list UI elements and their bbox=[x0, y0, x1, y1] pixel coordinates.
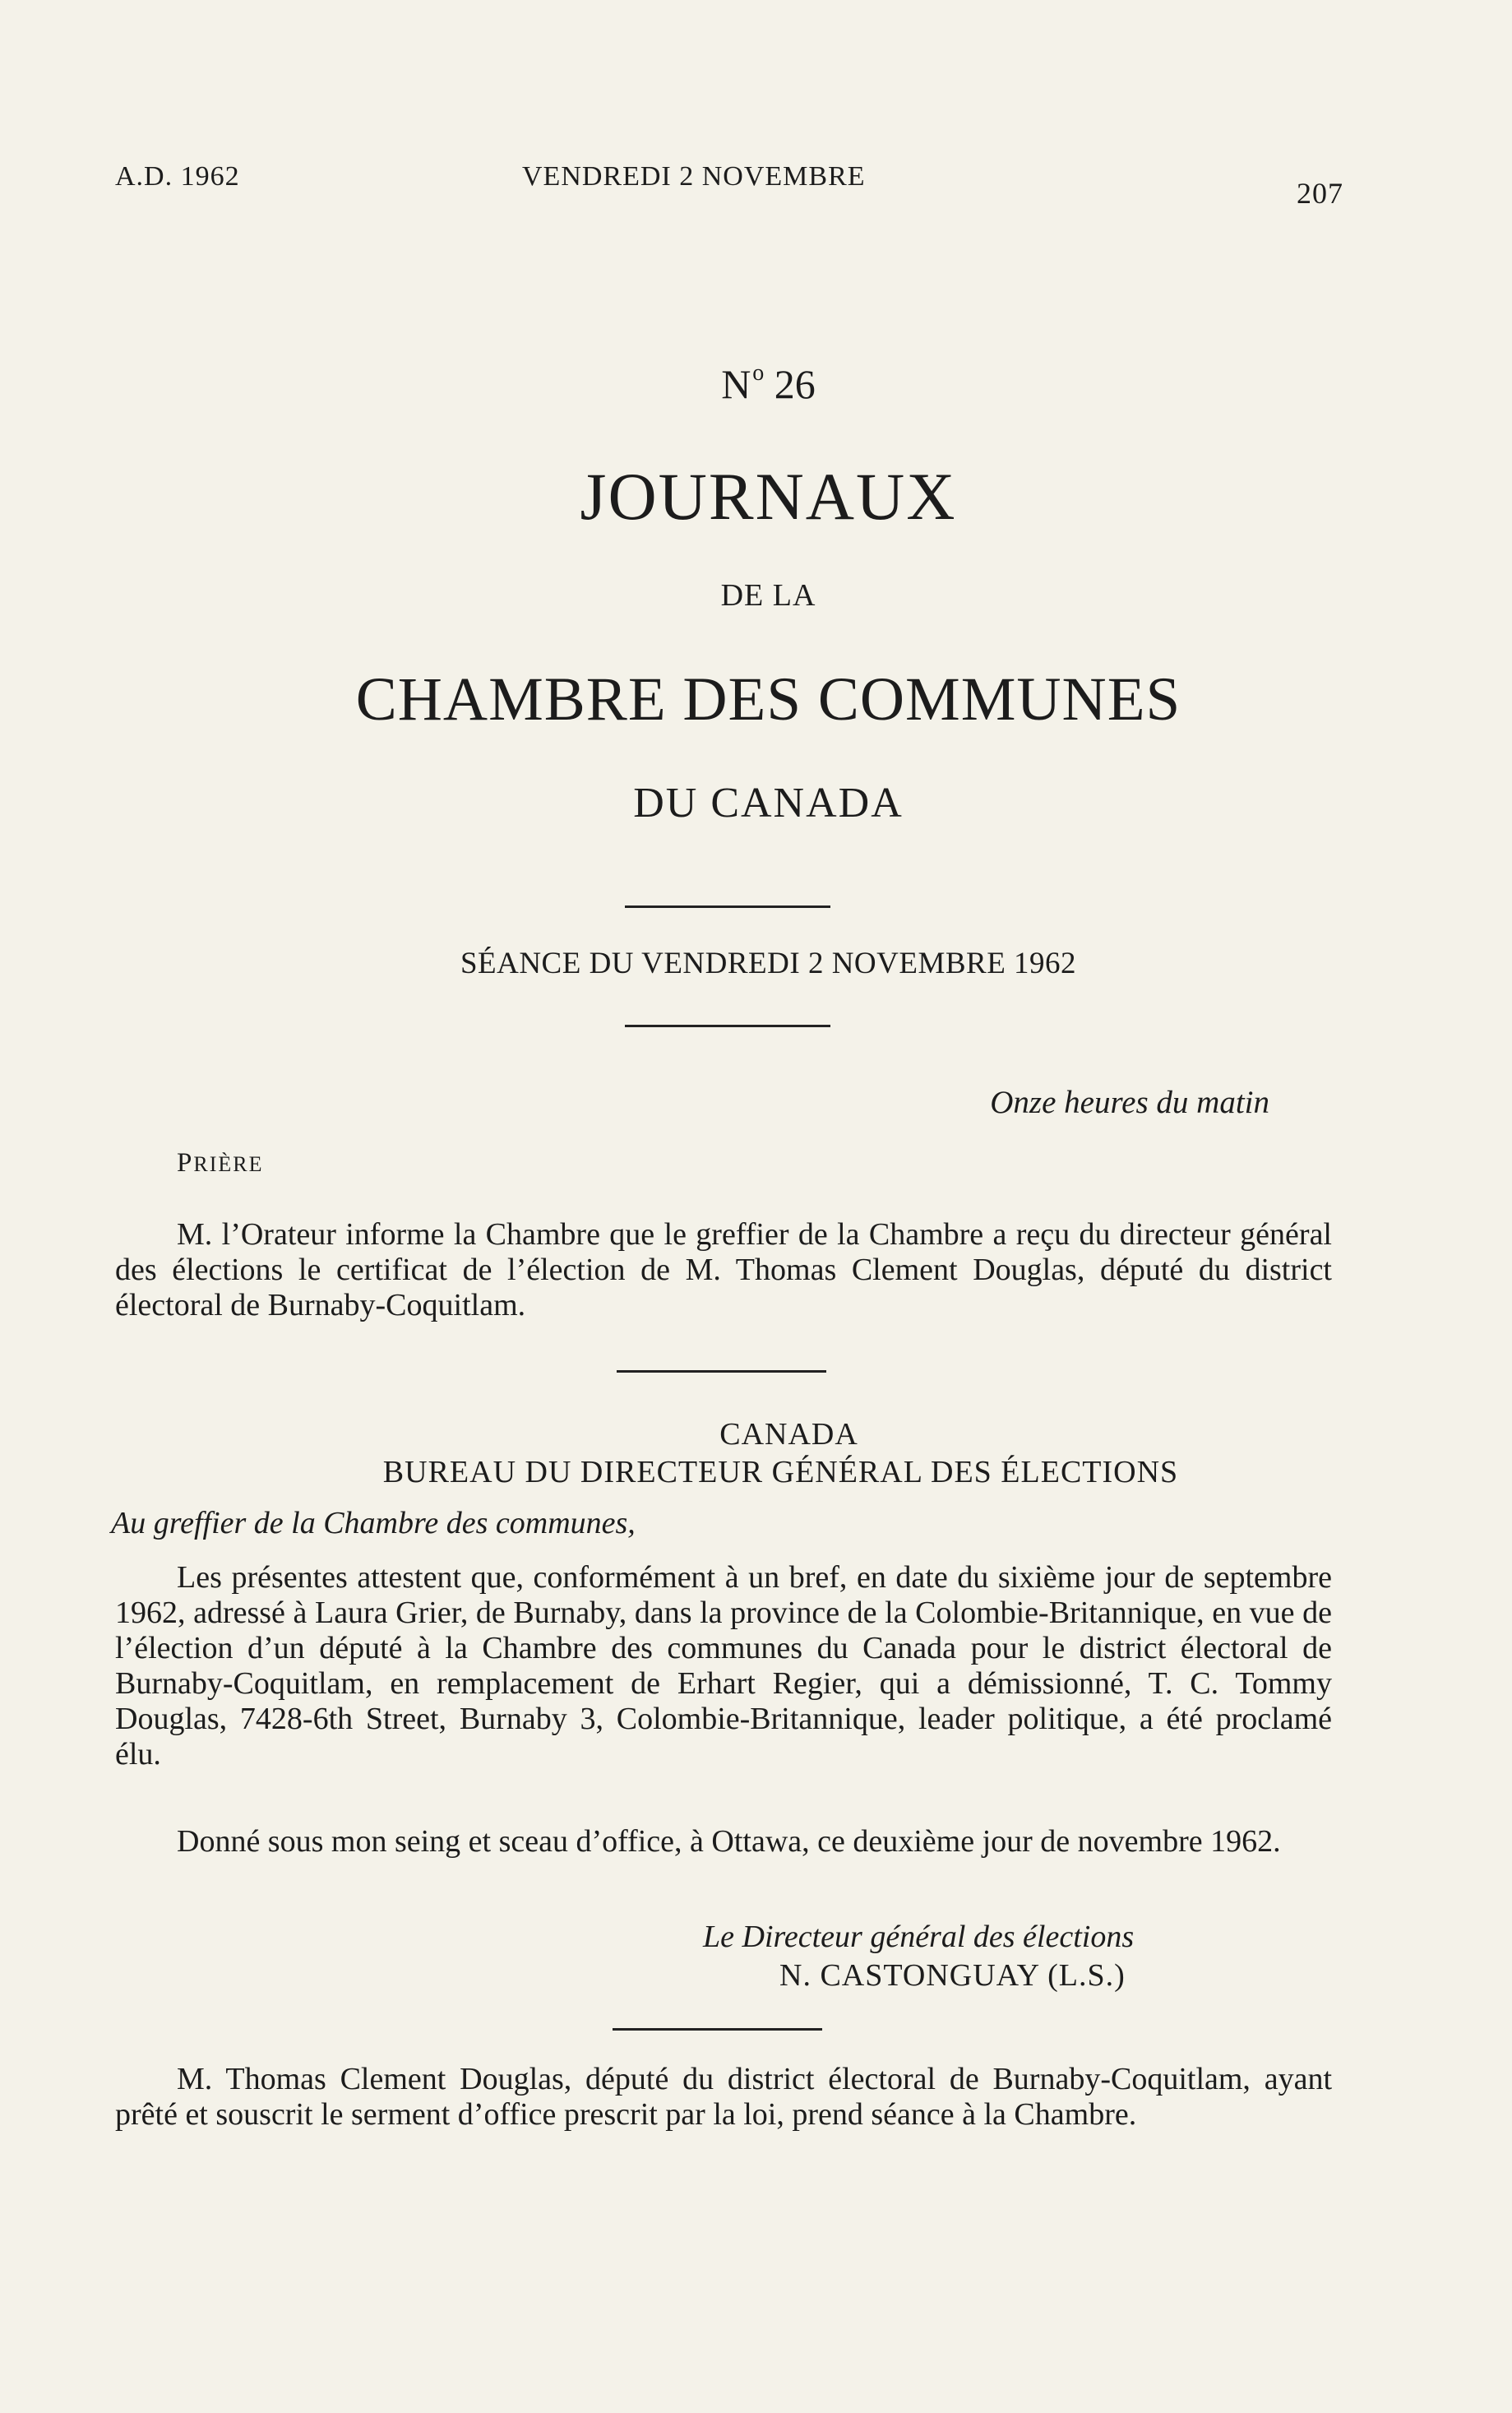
paragraph-serment: M. Thomas Clement Douglas, député du district électoral de Burnaby-Coquitlam, ayant prêté et souscrit le serment d’office prescrit par la loi, prend séance à la Chambre. bbox=[115, 2062, 1332, 2132]
certificate-given: Donné sous mon seing et sceau d’office, à Ottawa, ce deuxième jour de novembre 1962. bbox=[177, 1824, 1281, 1859]
page-number: 207 bbox=[1297, 177, 1343, 210]
paragraph-orateur: M. l’Orateur informe la Chambre que le greffier de la Chambre a reçu du directeur général des élections le certificat de l’élection de M. Thomas Clement Douglas, député du district électoral de Burnaby-Coquitlam. bbox=[115, 1217, 1332, 1322]
divider-rule-1 bbox=[625, 905, 830, 908]
divider-rule-4 bbox=[613, 2028, 822, 2031]
certificate-salutation: Au greffier de la Chambre des communes, bbox=[111, 1506, 636, 1540]
seance-heading: SÉANCE DU VENDREDI 2 NOVEMBRE 1962 bbox=[460, 947, 1077, 980]
priere-heading bbox=[177, 1148, 263, 1179]
title-du-canada: DU CANADA bbox=[633, 780, 904, 827]
priere-rest: RIÈRE bbox=[193, 1152, 264, 1176]
certificate-body: Les présentes attestent que, conformément à un bref, en date du sixième jour de septembre 1962, adressé à Laura Grier, de Burnaby, dans la province de la Colombie-Britannique, en vue de l’élection d’un député à la Chambre des communes du Canada pour le district électoral de Burnaby-Coquitlam, en remplacement de Erhart Regier, qui a démissionné, T. C. Tommy Douglas, 7428-6th Street, Burnaby 3, Colombie-Britannique, leader politique, a été proclamé élu. bbox=[115, 1560, 1332, 1772]
priere-initial: P bbox=[177, 1148, 194, 1178]
signature-title: Le Directeur général des élections bbox=[703, 1920, 1135, 1954]
journal-number bbox=[25, 360, 1512, 408]
certificate-heading-country: CANADA bbox=[719, 1417, 858, 1452]
title-chambre: CHAMBRE DES COMMUNES bbox=[355, 665, 1181, 734]
number-superscript: o bbox=[752, 360, 765, 386]
divider-rule-3 bbox=[617, 1370, 826, 1373]
signature-name: N. CASTONGUAY (L.S.) bbox=[779, 1958, 1126, 1993]
running-head-date: VENDREDI 2 NOVEMBRE bbox=[522, 161, 866, 192]
title-de-la: DE LA bbox=[720, 578, 816, 613]
divider-rule-2 bbox=[625, 1025, 830, 1027]
number-value: 26 bbox=[774, 361, 816, 407]
title-journaux: JOURNAUX bbox=[580, 459, 957, 534]
certificate-heading-office: BUREAU DU DIRECTEUR GÉNÉRAL DES ÉLECTIONS bbox=[382, 1455, 1179, 1489]
running-head-year: A.D. 1962 bbox=[115, 161, 240, 192]
number-prefix: N bbox=[721, 361, 751, 407]
session-time: Onze heures du matin bbox=[990, 1085, 1269, 1120]
